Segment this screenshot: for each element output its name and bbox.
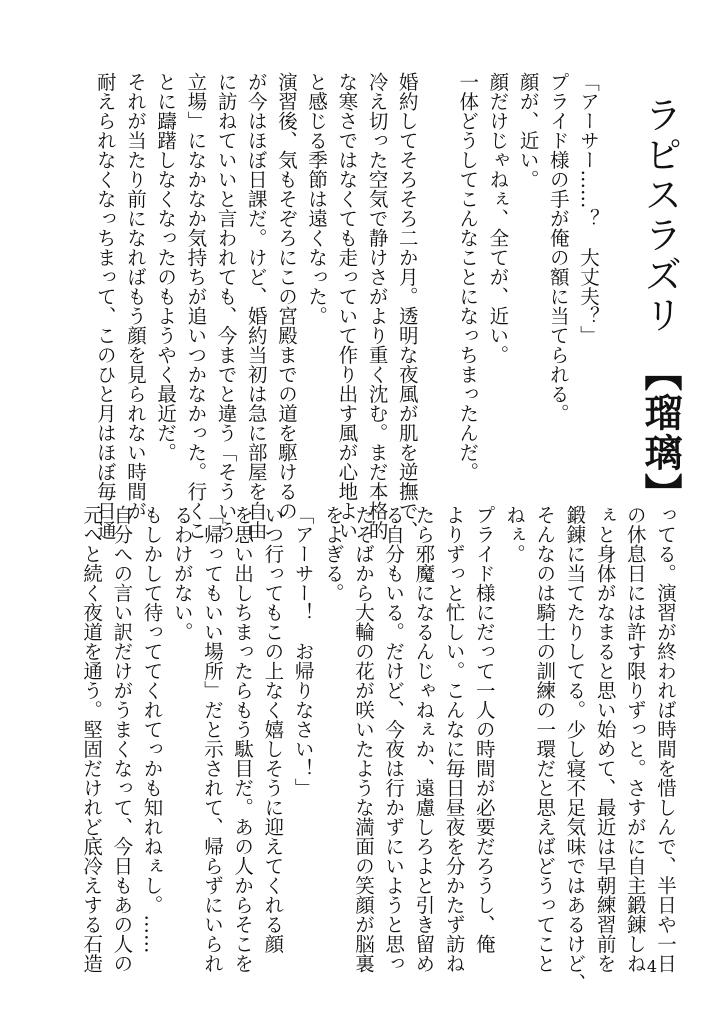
chapter-subtitle: 【瑠璃】 xyxy=(638,353,683,513)
text-line: な寒さではなくても走っていて作り出す風が心地よい xyxy=(335,72,359,540)
text-line: いつ行ってもこの上なく嬉しそうに迎えてくれる顔 xyxy=(261,505,285,954)
text-line: 「アーサー！ お帰りなさい！」 xyxy=(291,505,315,798)
text-line: が今はほぼ日課だ。けど、婚約当初は急に部屋を自由 xyxy=(244,72,268,540)
text-line: 鍛錬に当てたりしてる。少し寝不足気味ではあるけど、 xyxy=(563,505,587,993)
text-line: 演習後、気もそぞろにこの宮殿までの道を駆けるの xyxy=(274,72,298,521)
text-line: よりずっと忙しい。こんなに毎日昼夜を分かたず訪ね xyxy=(442,505,466,973)
text-line: 冷え切った空気で静けさがより重く沈む。まだ本格的 xyxy=(365,72,389,540)
text-line: と感じる季節は遠くなった。 xyxy=(305,72,329,326)
chapter-title-text: ラピスラズリ xyxy=(638,95,682,335)
text-line: 自分への言い訳だけがうまくなって、今日もあの人の xyxy=(110,505,134,973)
text-line: ねぇ。 xyxy=(502,505,526,564)
text-line: とに躊躇しなくなったのもようやく最近だ。 xyxy=(154,72,178,462)
text-line: ってる。演習が終われば時間を惜しんで、半日や一日 xyxy=(654,505,677,973)
text-line: もしかして待っててくれてっかも知れねぇし。…… xyxy=(140,505,164,954)
text-line xyxy=(422,72,452,484)
text-line: 一体どうしてこんなことになっちまったんだ。 xyxy=(456,72,480,482)
text-line: 顔だけじゃねぇ、全てが、近い。 xyxy=(486,72,510,365)
text-line: をよぎる。 xyxy=(321,505,345,603)
text-line: たら邪魔になるんじゃねぇか、遠慮しろよと引き留め xyxy=(412,505,436,973)
text-line: そんなのは騎士の訓練の一環だと思えばどうってこと xyxy=(533,505,557,973)
text-line: る自分もいる。だけど、今夜は行かずにいようと思っ xyxy=(382,505,406,973)
text-line: プライド様にだって一人の時間が必要だろうし、俺 xyxy=(472,505,496,954)
text-line: 「アーサー……？ 大丈夫？」 xyxy=(577,72,600,345)
body-text-upper xyxy=(93,72,603,540)
body-text-lower xyxy=(80,505,680,993)
text-line: るわけがない。 xyxy=(170,505,194,642)
text-line: 耐えられなくなっちまって、このひと月はほぼ毎日通 xyxy=(93,72,117,540)
text-line: それが当たり前になればもう顔を見られない時間が xyxy=(123,72,147,521)
text-line: たそばから大輪の花が咲いたような満面の笑顔が脳裏 xyxy=(351,505,375,973)
text-line: に訪ねていいと言われても、今までと違う「そういう xyxy=(214,72,238,540)
text-line: 「帰ってもいい場所」だと示されて、帰らずにいられ xyxy=(200,505,224,973)
text-line: 顔が、近い。 xyxy=(516,72,540,189)
page-number: 4 xyxy=(646,957,657,976)
chapter-title xyxy=(624,95,696,513)
text-line: プライド様の手が俺の額に当てられる。 xyxy=(546,72,570,423)
text-line: 婚約してそろそろ二か月。透明な夜風が肌を逆撫で、 xyxy=(395,72,419,540)
text-line: の休息日には許す限りずっと。さすがに自主鍛錬しね xyxy=(623,505,647,973)
text-line: 立場」になかなか気持ちが追いつかなかった。行くこ xyxy=(184,72,208,540)
text-line: ぇと身体がなまると思い始めて、最近は早朝練習前を xyxy=(593,505,617,973)
text-line: を思い出しちまったらもう駄目だ。あの人からそこを xyxy=(231,505,255,973)
text-line: 元へと続く夜道を通う。堅固だけれど底冷えする石造 xyxy=(80,505,104,973)
